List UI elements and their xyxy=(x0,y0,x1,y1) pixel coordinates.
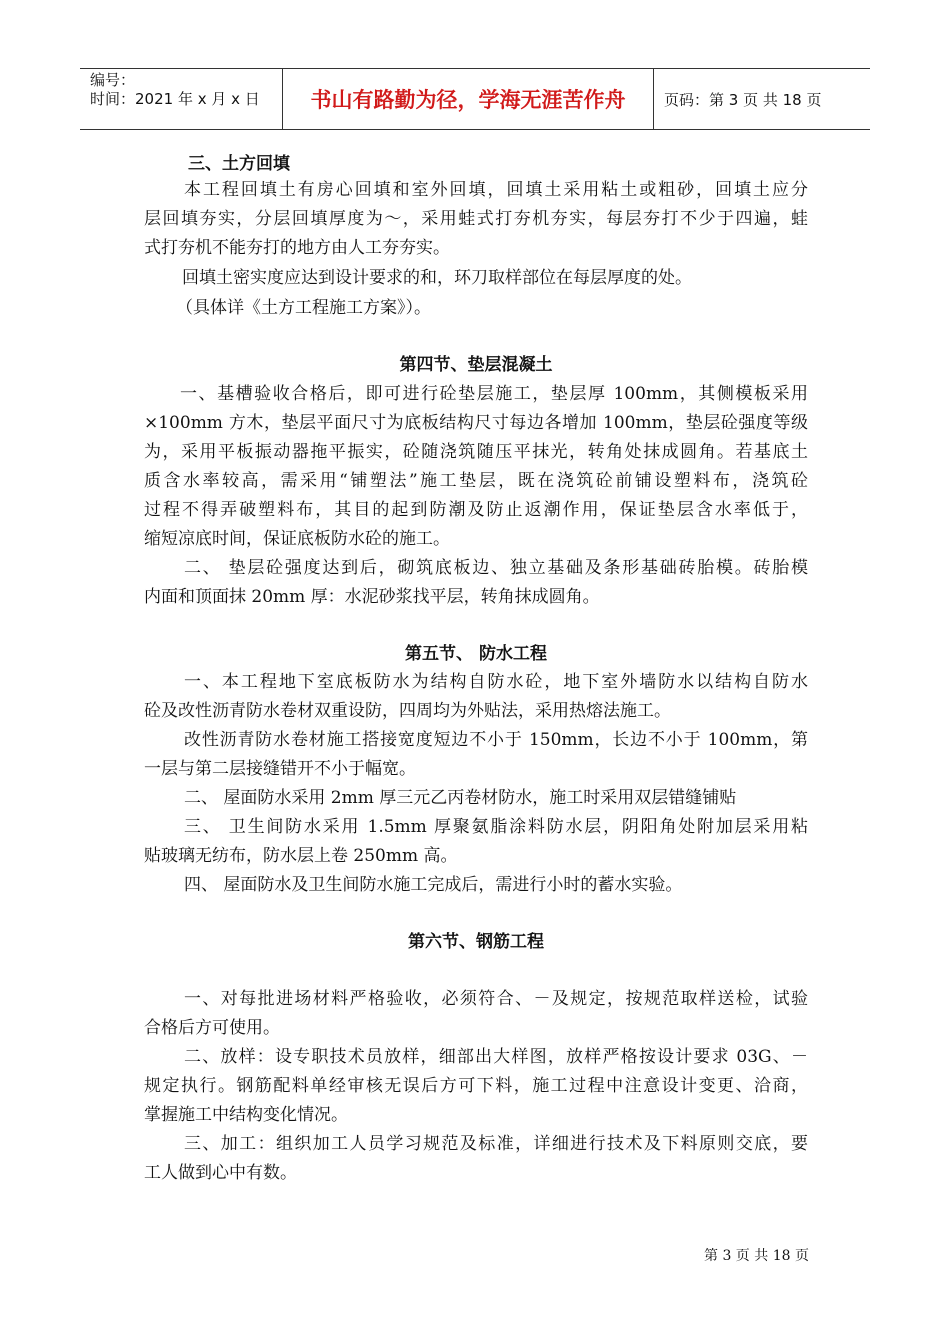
document-number-label: 编号： xyxy=(90,71,136,89)
section-title-earth-backfill: 三、土方回填 xyxy=(188,154,290,174)
paragraph-line: 改性沥青防水卷材施工搭接宽度短边不小于 150mm，长边不小于 100mm，第 xyxy=(184,730,808,750)
paragraph-line: 二、 屋面防水采用 2mm 厚三元乙丙卷材防水，施工时采用双层错缝铺贴 xyxy=(184,788,737,808)
page-header xyxy=(80,68,870,130)
header-page-number: 页码：第 3 页 共 18 页 xyxy=(664,90,822,109)
paragraph-line: 层回填夯实，分层回填厚度为～，采用蛙式打夯机夯实，每层夯打不少于四遍，蛙 xyxy=(144,209,808,229)
document-date: 时间：2021 年 x 月 x 日 xyxy=(90,90,260,108)
paragraph-line: 三、加工：组织加工人员学习规范及标准，详细进行技术及下料原则交底，要 xyxy=(184,1134,808,1154)
paragraph-line: 本工程回填土有房心回填和室外回填，回填土采用粘土或粗砂，回填土应分 xyxy=(184,180,808,200)
page-footer: 第 3 页 共 18 页 xyxy=(704,1248,809,1264)
paragraph-line: 过程不得弄破塑料布，其目的起到防潮及防止返潮作用，保证垫层含水率低于， xyxy=(144,500,808,520)
paragraph-line: 一、本工程地下室底板防水为结构自防水砼，地下室外墙防水以结构自防水 xyxy=(184,672,808,692)
paragraph-line: 合格后方可使用。 xyxy=(144,1018,280,1038)
section-title-cushion: 第四节、垫层混凝土 xyxy=(399,355,553,375)
paragraph-line: 贴玻璃无纺布，防水层上卷 250mm 高。 xyxy=(144,846,458,866)
section-title-waterproof: 第五节、 防水工程 xyxy=(405,644,547,664)
paragraph-line: 砼及改性沥青防水卷材双重设防，四周均为外贴法，采用热熔法施工。 xyxy=(144,701,671,721)
paragraph-line: 一、基槽验收合格后，即可进行砼垫层施工，垫层厚 100mm，其侧模板采用 xyxy=(180,384,808,404)
paragraph-line: ×100mm 方木，垫层平面尺寸为底板结构尺寸每边各增加 100mm，垫层砼强度等级 xyxy=(144,413,808,433)
paragraph-line: 工人做到心中有数。 xyxy=(144,1163,297,1183)
paragraph-line: 四、 屋面防水及卫生间防水施工完成后，需进行小时的蓄水实验。 xyxy=(184,875,683,895)
paragraph-line: 质含水率较高，需采用“铺塑法”施工垫层，既在浇筑砼前铺设塑料布，浇筑砼 xyxy=(144,471,808,491)
section-title-rebar: 第六节、钢筋工程 xyxy=(408,932,544,952)
paragraph-line: （具体详《土方工程施工方案》）。 xyxy=(176,298,431,318)
paragraph-line: 为，采用平板振动器拖平振实，砼随浇筑随压平抹光，转角处抹成圆角。若基底土 xyxy=(144,442,808,462)
paragraph-line: 掌握施工中结构变化情况。 xyxy=(144,1105,348,1125)
paragraph-line: 一层与第二层接缝错开不小于幅宽。 xyxy=(144,759,416,779)
paragraph-line: 内面和顶面抹 20mm 厚：水泥砂浆找平层，转角抹成圆角。 xyxy=(144,587,600,607)
header-motto: 书山有路勤为径，学海无涯苦作舟 xyxy=(282,69,654,129)
paragraph-line: 式打夯机不能夯打的地方由人工夯夯实。 xyxy=(144,238,450,258)
paragraph-line: 三、 卫生间防水采用 1.5mm 厚聚氨脂涂料防水层，阴阳角处附加层采用粘 xyxy=(184,817,808,837)
paragraph-line: 规定执行。钢筋配料单经审核无误后方可下料，施工过程中注意设计变更、洽商， xyxy=(144,1076,808,1096)
paragraph-line: 缩短凉底时间，保证底板防水砼的施工。 xyxy=(144,529,450,549)
paragraph-line: 二、放样：设专职技术员放样，细部出大样图，放样严格按设计要求 03G、－ xyxy=(184,1047,808,1067)
paragraph-line: 二、 垫层砼强度达到后，砌筑底板边、独立基础及条形基础砖胎模。砖胎模 xyxy=(184,558,808,578)
header-left xyxy=(80,69,282,129)
paragraph-line: 一、对每批进场材料严格验收，必须符合、－及规定，按规范取样送检，试验 xyxy=(184,989,808,1009)
paragraph-line: 回填土密实度应达到设计要求的和，环刀取样部位在每层厚度的处。 xyxy=(182,268,692,288)
